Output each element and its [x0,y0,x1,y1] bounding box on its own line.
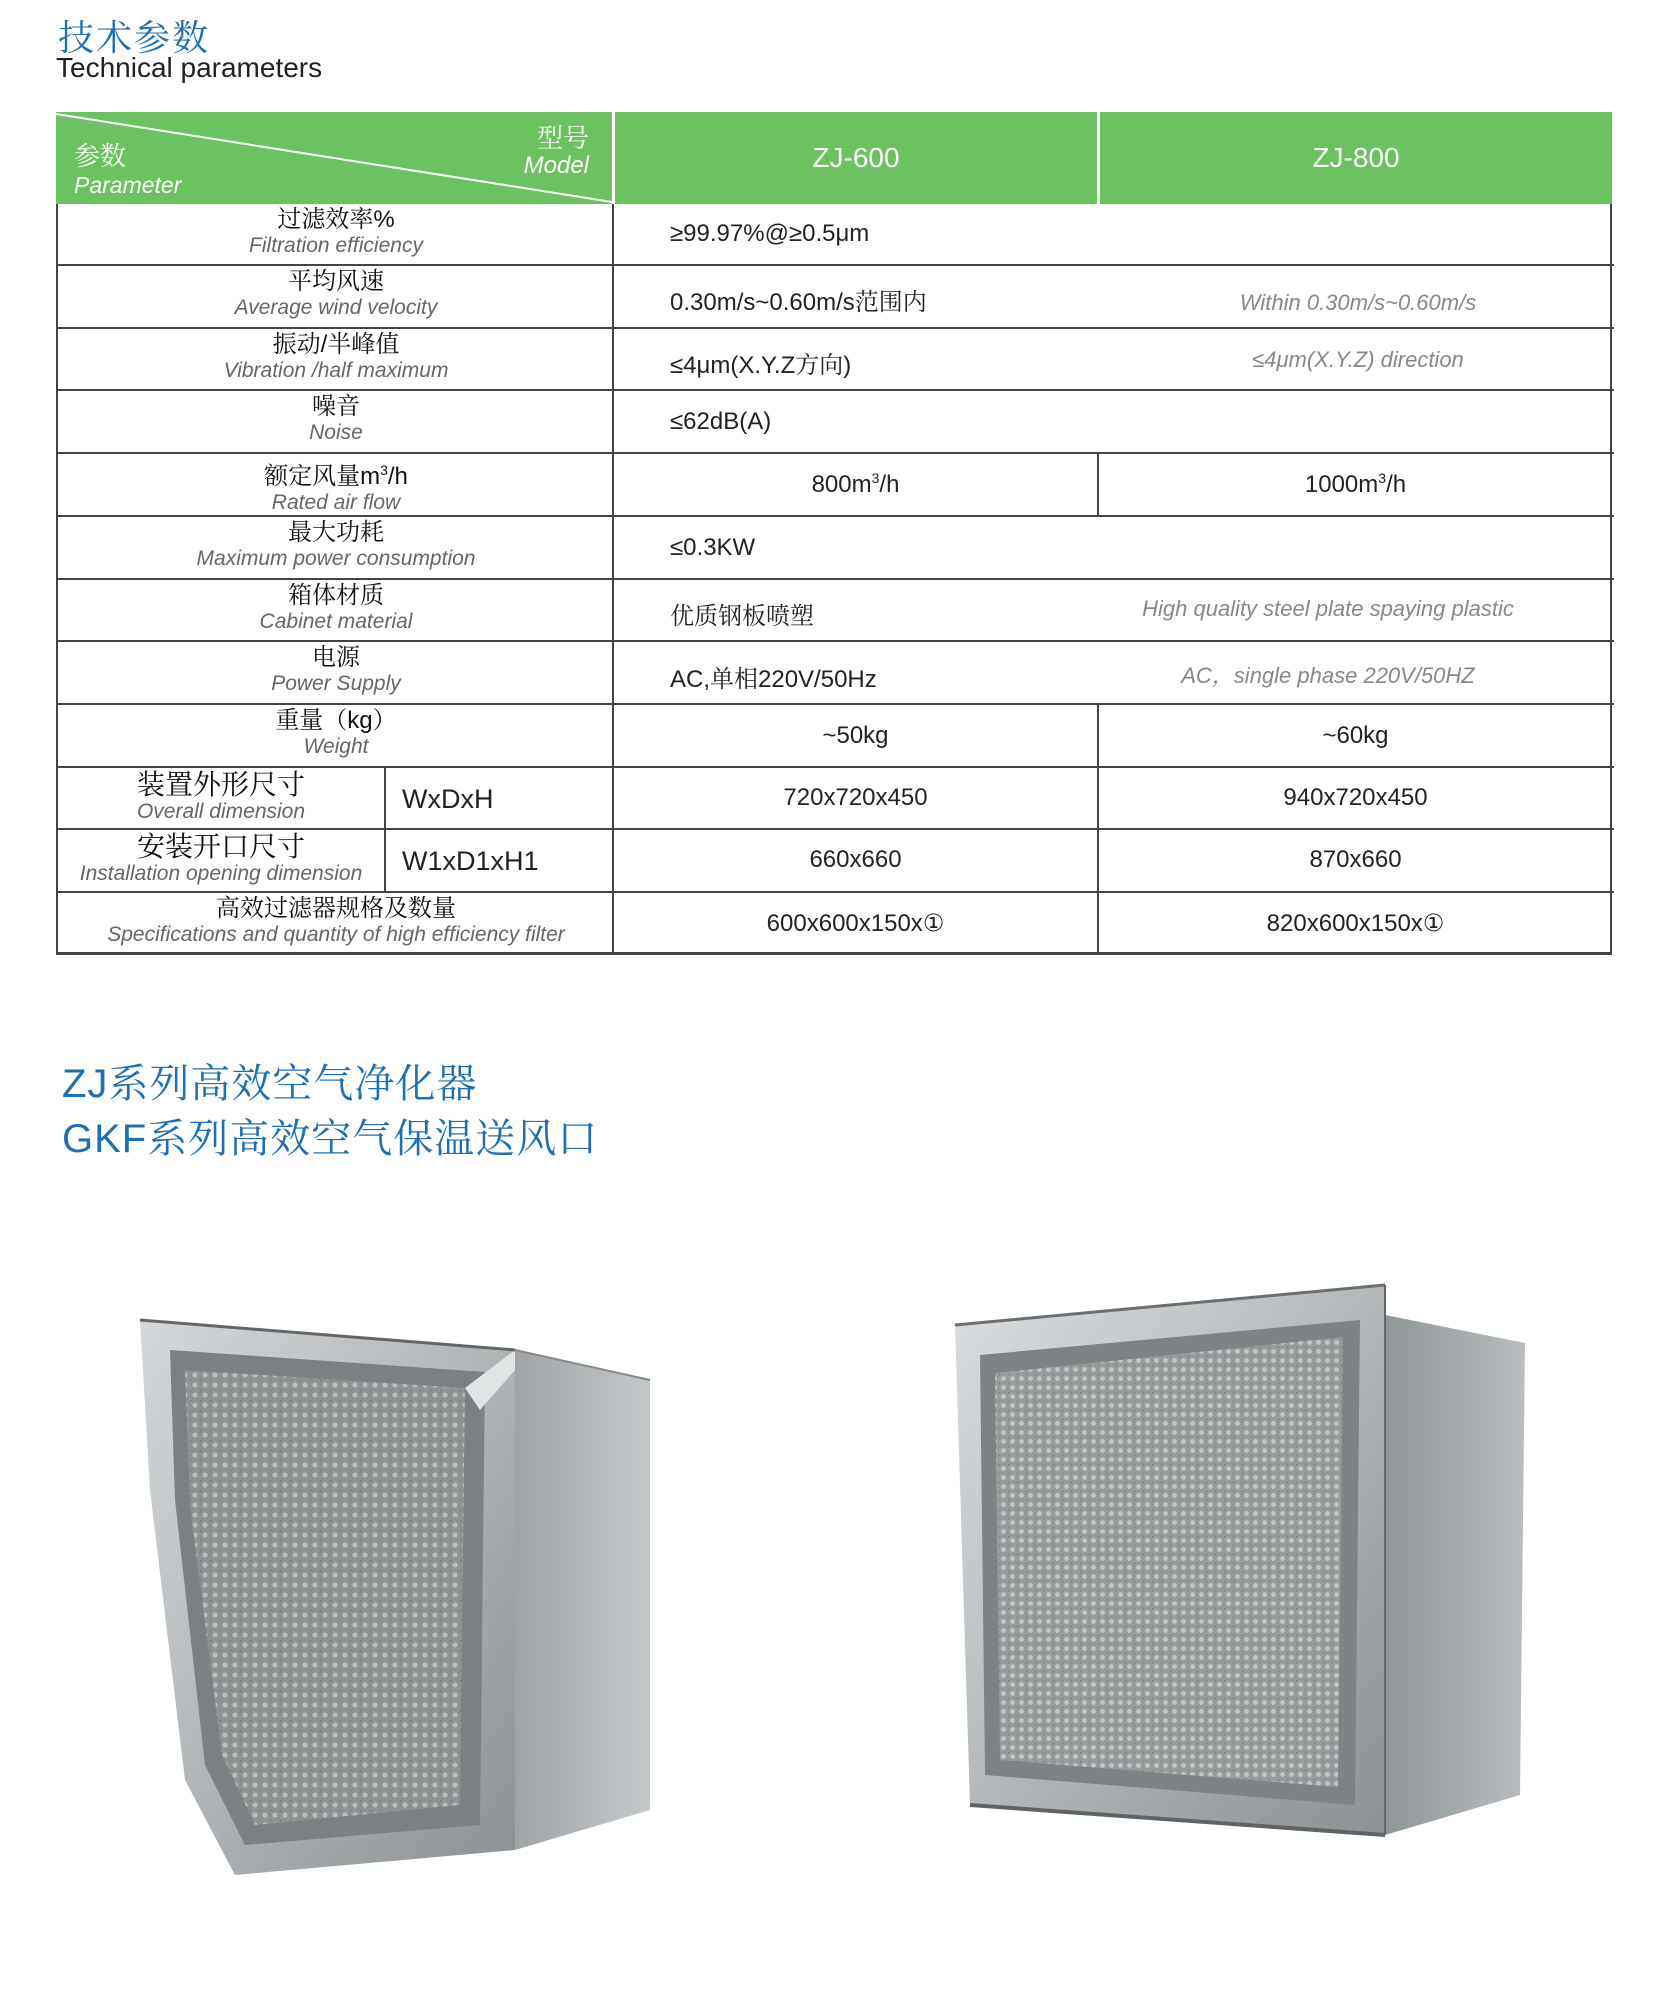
gkf-outlet-photo [945,1275,1545,1855]
value-cabinet-material-en: High quality steel plate spaying plastic [1142,596,1514,621]
sub-installation-opening: W1xD1xH1 [402,846,539,876]
param-weight: 重量（kg） Weight [275,707,397,758]
value-overall-dimension-zj800: 940x720x450 [1283,784,1428,811]
header-param-cn: 参数 [74,141,127,171]
header-model-en: Model [523,152,589,179]
value-installation-opening-zj600: 660x660 [809,846,902,873]
table-body [56,204,1612,955]
param-cabinet-material: 箱体材质 Cabinet material [259,582,413,633]
value-overall-dimension-zj600: 720x720x450 [783,784,928,811]
zj-purifier-photo [130,1310,670,1880]
value-air-flow-zj800: $1000m^3/h$ [1304,470,1407,498]
value-air-flow-zj600: $800m^3/h$ [811,470,900,498]
value-power-supply-en: AC，single phase 220V/50HZ [1181,663,1475,688]
header-model-cn: 型号 [536,123,589,153]
param-installation-opening: 安装开口尺寸 Installation opening dimension [79,831,363,885]
value-filter-spec-zj800: 820x600x150x① [1266,910,1445,937]
param-overall-dimension: 装置外形尺寸 Overall dimension [136,769,306,823]
value-max-power: ≤0.3KW [670,534,756,561]
product-title-gkf: GKF系列高效空气保温送风口 [62,1117,599,1161]
value-filter-spec-zj600: 600x600x150x① [766,910,945,937]
sub-overall-dimension: WxDxH [402,784,494,814]
value-wind-velocity-cn: 0.30m/s~0.60m/s范围内 [670,289,927,316]
value-power-supply-cn: AC,单相220V/50Hz [670,666,877,693]
param-power-supply: 电源 Power Supply [271,644,401,695]
value-filtration-efficiency: ≥99.97%@≥0.5μm [670,220,870,247]
model-zj800: ZJ-800 [1312,142,1400,173]
param-filter-spec: 高效过滤器规格及数量 Specifications and quantity of high efficiency filter [107,895,565,946]
spec-table [56,112,1612,955]
param-rated-air-flow: 额定风量$m^3/h$ Rated air flow [264,462,408,514]
value-cabinet-material-cn: 优质钢板喷塑 [670,603,814,630]
section-title-en: Technical parameters [56,52,323,83]
value-vibration-en: ≤4μm(X.Y.Z) direction [1252,347,1464,372]
param-wind-velocity: 平均风速 Average wind velocity [234,268,438,319]
product-title-zj: ZJ系列高效空气净化器 [62,1062,478,1106]
table-header-row [56,112,1612,204]
header-param-en: Parameter [74,172,182,198]
value-vibration-cn: ≤4μm(X.Y.Z方向) [670,352,852,379]
param-filtration-efficiency: 过滤效率% Filtration efficiency [249,206,423,257]
param-vibration: 振动/半峰值 Vibration /half maximum [223,331,449,382]
value-wind-velocity-en: Within 0.30m/s~0.60m/s [1239,290,1477,315]
value-noise: ≤62dB(A) [670,408,772,435]
param-noise: 噪音 Noise [309,393,363,444]
param-max-power: 最大功耗 Maximum power consumption [196,519,476,570]
section-title-cn: 技术参数 [58,17,211,58]
value-weight-zj600: ~50kg [822,722,889,749]
value-weight-zj800: ~60kg [1322,722,1389,749]
model-zj600: ZJ-600 [812,142,900,173]
value-installation-opening-zj800: 870x660 [1309,846,1402,873]
